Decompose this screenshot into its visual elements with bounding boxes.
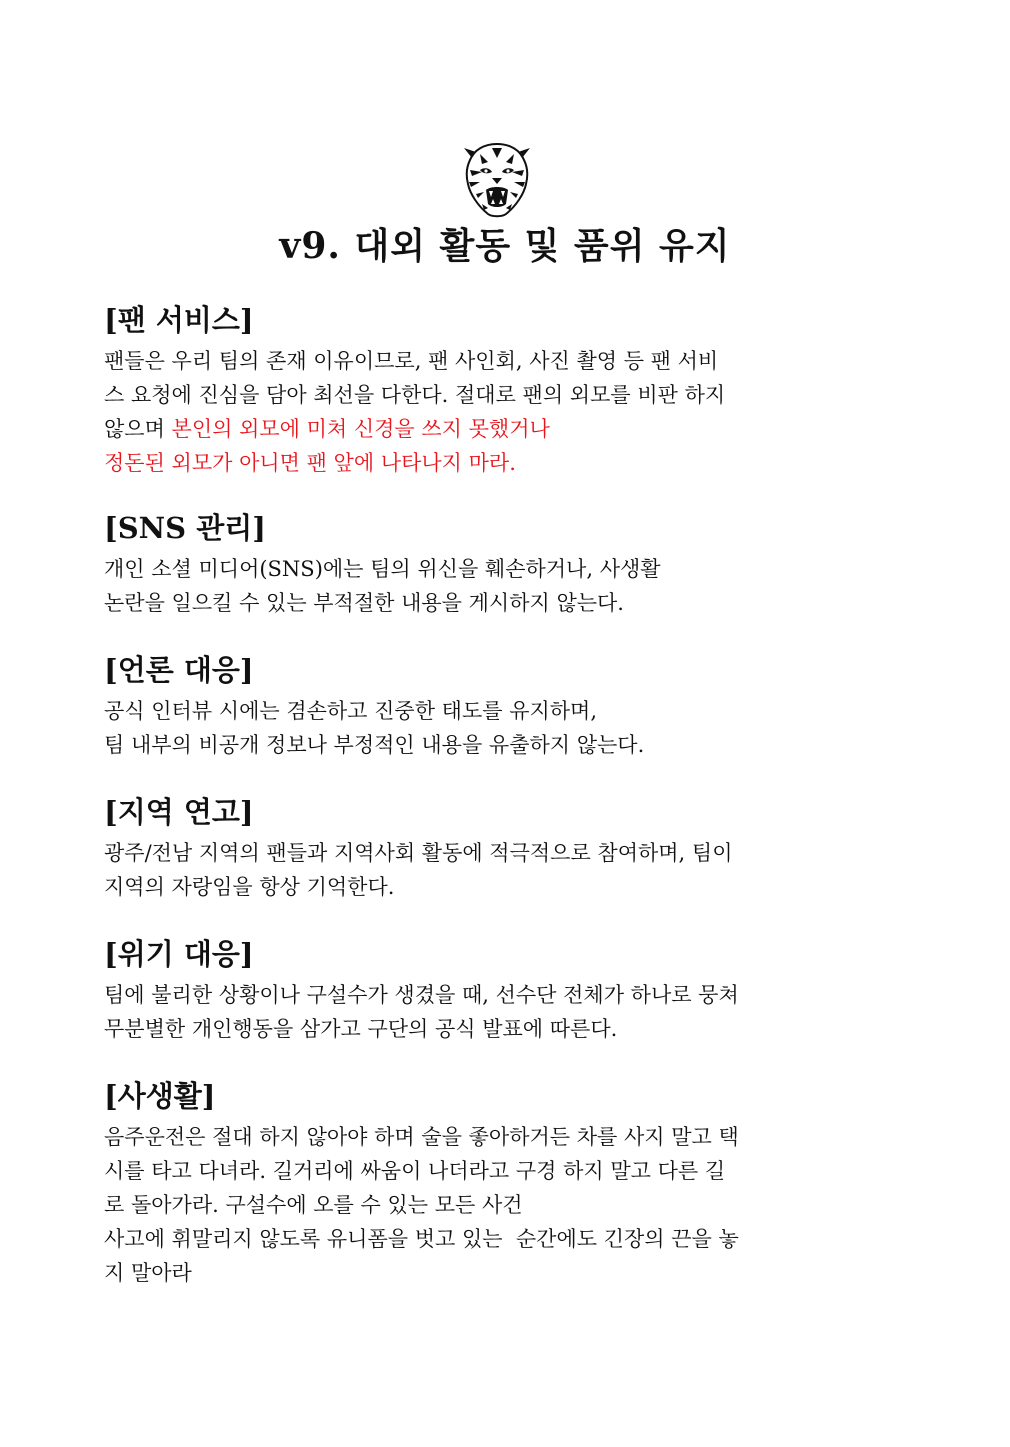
body-line: 팀에 불리한 상황이나 구설수가 생겼을 때, 선수단 전체가 하나로 뭉쳐: [104, 983, 739, 1007]
section-body: [104, 978, 894, 1046]
body-line: 지 말아라: [104, 1261, 192, 1285]
section-region: [104, 792, 894, 904]
section-heading: [사생활]: [104, 1079, 216, 1113]
section-body: [104, 344, 894, 480]
section-crisis: [104, 934, 894, 1046]
body-line: 팬들은 우리 팀의 존재 이유이므로, 팬 사인회, 사진 촬영 등 팬 서비: [104, 349, 719, 373]
document-title: v9. 대외 활동 및 품위 유지: [279, 225, 731, 267]
section-heading: [언론 대응]: [104, 653, 254, 687]
body-line: 로 돌아가라. 구설수에 오를 수 있는 모든 사건: [104, 1193, 523, 1217]
section-fan-service: [104, 300, 894, 480]
body-line: 음주운전은 절대 하지 않아야 하며 술을 좋아하거든 차를 사지 말고 택: [104, 1125, 739, 1149]
body-line: 팀 내부의 비공개 정보나 부정적인 내용을 유출하지 않는다.: [104, 733, 645, 757]
section-body: [104, 694, 894, 762]
tiger-head-icon: [458, 140, 536, 220]
section-heading: [지역 연고]: [104, 795, 254, 829]
section-body: [104, 836, 894, 904]
section-heading: [SNS 관리]: [104, 511, 266, 545]
body-line: 논란을 일으킬 수 있는 부적절한 내용을 게시하지 않는다.: [104, 591, 624, 615]
body-text: 않으며: [104, 417, 172, 441]
highlighted-warning: 본인의 외모에 미쳐 신경을 쓰지 못했거나: [171, 417, 550, 441]
section-heading: [위기 대응]: [104, 937, 254, 971]
section-body: [104, 1120, 894, 1290]
section-body: [104, 552, 894, 620]
section-heading: [팬 서비스]: [104, 303, 254, 337]
section-sns: [104, 508, 894, 620]
body-line: 개인 소셜 미디어(SNS)에는 팀의 위신을 훼손하거나, 사생활: [104, 557, 661, 581]
highlighted-warning: 정돈된 외모가 아니면 팬 앞에 나타나지 마라.: [104, 451, 516, 475]
body-line: 사고에 휘말리지 않도록 유니폼을 벗고 있는 순간에도 긴장의 끈을 놓: [104, 1227, 739, 1251]
body-line: 광주/전남 지역의 팬들과 지역사회 활동에 적극적으로 참여하며, 팀이: [104, 841, 733, 865]
body-line: 무분별한 개인행동을 삼가고 구단의 공식 발표에 따른다.: [104, 1017, 618, 1041]
section-press: [104, 650, 894, 762]
body-line: 스 요청에 진심을 담아 최선을 다한다. 절대로 팬의 외모를 비판 하지: [104, 383, 726, 407]
body-line: 시를 타고 다녀라. 길거리에 싸움이 나더라고 구경 하지 말고 다른 길: [104, 1159, 726, 1183]
body-line: [104, 412, 894, 446]
section-private-life: [104, 1076, 894, 1290]
body-line: 공식 인터뷰 시에는 겸손하고 진중한 태도를 유지하며,: [104, 699, 598, 723]
body-line: 지역의 자랑임을 항상 기억한다.: [104, 875, 395, 899]
